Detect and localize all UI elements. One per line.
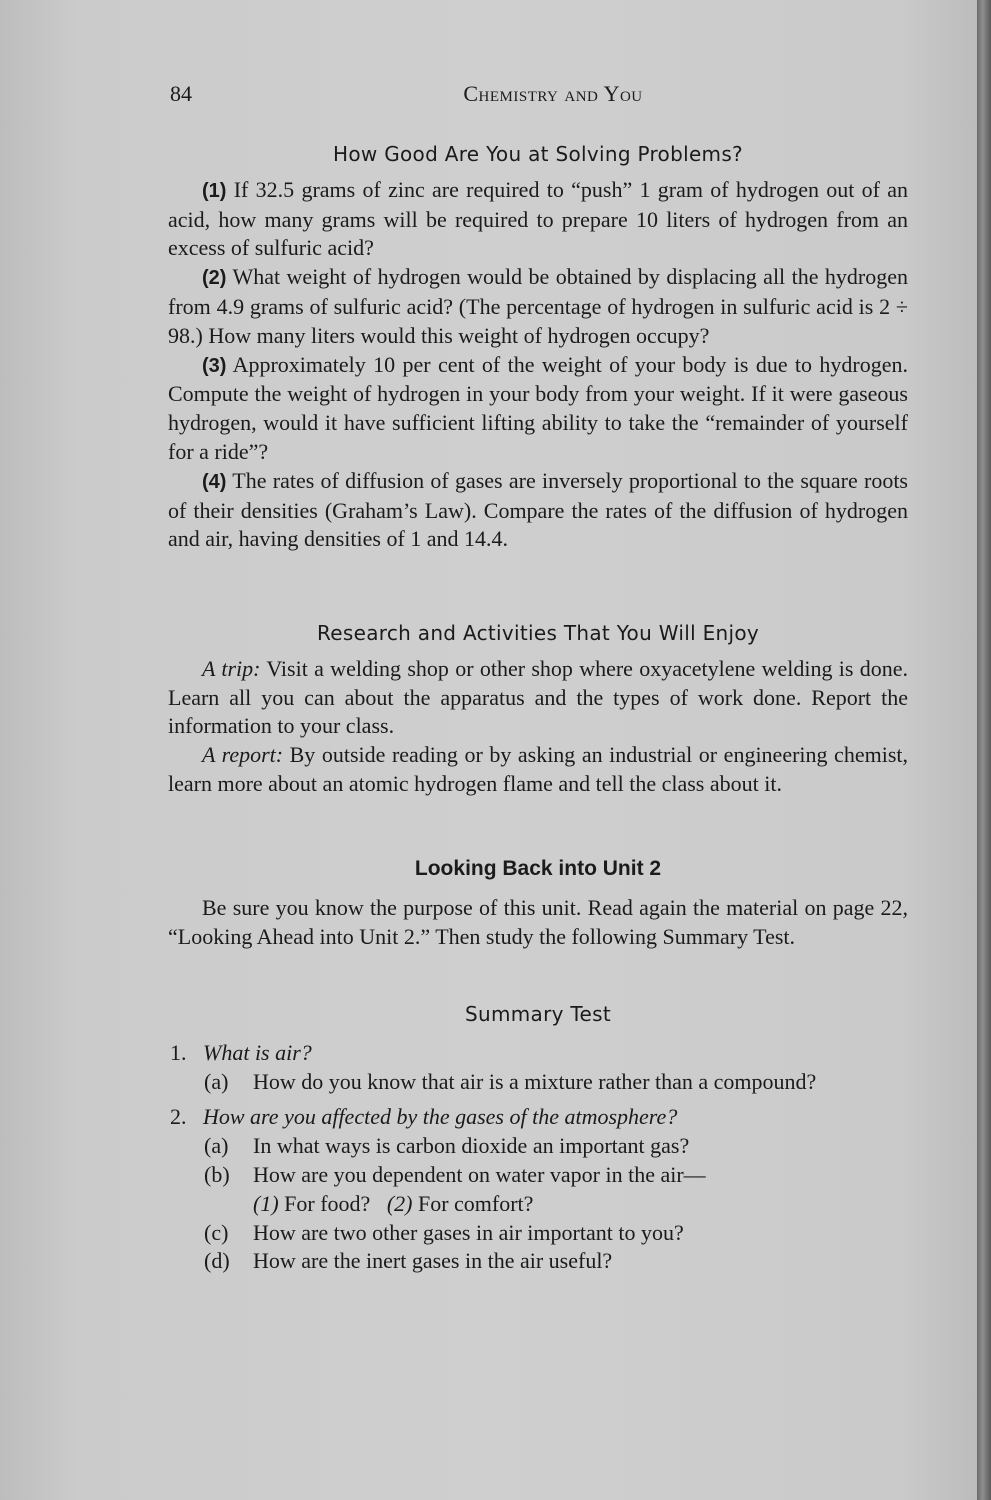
- problem-number: (3): [202, 354, 227, 377]
- problems-heading: How Good Are You at Solving Problems?: [333, 142, 743, 166]
- research-trip: [168, 655, 908, 741]
- question-text: How are you affected by the gases of the atmosphere?: [203, 1104, 678, 1130]
- part-text: For food?: [278, 1190, 371, 1216]
- problem-text: What weight of hydrogen would be obtained by displacing all the hydrogen from 4.9 grams of sulfuric acid? (The percentage of hydrogen in sulfuric acid is 2 ÷ 98.) How many liters would this weight of hydrogen occupy?: [168, 264, 908, 348]
- problem-number: (2): [202, 267, 227, 290]
- page-header: [168, 80, 908, 110]
- research-section: [168, 619, 908, 799]
- problem-number: (1): [202, 179, 227, 202]
- problem-4: [168, 467, 908, 554]
- research-lead: A trip:: [202, 655, 261, 681]
- problem-3: [168, 351, 908, 467]
- part-label: (2): [386, 1190, 413, 1216]
- looking-back-heading: Looking Back into Unit 2: [414, 857, 662, 880]
- sub-label: (c): [204, 1219, 229, 1245]
- problem-text: The rates of diffusion of gases are inversely proportional to the square roots of their densities (Graham’s Law). Compare the rates of the diffusion of hydrogen and air, having densities of 1 and 14.4.: [168, 467, 908, 552]
- page-number: 84: [170, 81, 192, 106]
- question-number: 1.: [170, 1039, 187, 1065]
- sub-text: In what ways is carbon dioxide an important gas?: [253, 1133, 690, 1159]
- question-1a: [168, 1068, 908, 1097]
- page-edge: [977, 0, 991, 1500]
- sub-label: (a): [204, 1068, 229, 1094]
- question-1: [168, 1039, 908, 1068]
- looking-back-section: [168, 855, 908, 951]
- question-2b: [168, 1161, 908, 1190]
- problem-text: If 32.5 grams of zinc are required to “push” 1 gram of hydrogen out of an acid, how many grams will be required to prepare 10 liters of hydrogen from an excess of sulfuric acid?: [168, 176, 908, 261]
- question-2d: [168, 1247, 908, 1276]
- question-2a: [168, 1132, 908, 1161]
- problem-text: Approximately 10 per cent of the weight of your body is due to hydrogen. Compute the weight of hydrogen in your body from your weight. If it were gaseous hydrogen, would it have sufficient lifting ability to take the “remainder of yourself for a ride”?: [168, 351, 908, 464]
- sub-text: How are two other gases in air important to you?: [253, 1219, 684, 1245]
- question-2c: [168, 1219, 908, 1248]
- problem-number: (4): [202, 470, 227, 493]
- problem-1: [168, 176, 908, 263]
- sub-text: How do you know that air is a mixture rather than a compound?: [253, 1068, 817, 1094]
- question-text: What is air?: [203, 1039, 312, 1065]
- research-text: By outside reading or by asking an industrial or engineering chemist, learn more about an atomic hydrogen flame and tell the class about it.: [168, 742, 908, 796]
- part-label: (1): [253, 1190, 279, 1216]
- research-heading: Research and Activities That You Will Enjoy: [316, 621, 760, 645]
- sub-label: (b): [204, 1161, 230, 1187]
- summary-test-section: [168, 1000, 908, 1276]
- research-text: Visit a welding shop or other shop where oxyacetylene welding is done. Learn all you can about the apparatus and the types of work done. Report the information to your class.: [168, 655, 908, 739]
- question-2: [168, 1103, 908, 1132]
- sub-text: How are the inert gases in the air useful?: [253, 1248, 613, 1274]
- problem-2: [168, 263, 908, 350]
- sub-text: How are you dependent on water vapor in the air—: [253, 1161, 706, 1187]
- running-title: Chemistry and You: [463, 81, 643, 106]
- research-report: [168, 741, 908, 799]
- research-lead: A report:: [202, 742, 284, 768]
- problems-section: [168, 140, 908, 554]
- part-text: For comfort?: [412, 1190, 534, 1216]
- sub-label: (a): [204, 1133, 229, 1159]
- question-number: 2.: [170, 1104, 187, 1130]
- looking-back-text: Be sure you know the purpose of this unit. Read again the material on page 22, “Looking Ahead into Unit 2.” Then study the following Summary Test.: [168, 894, 908, 949]
- sub-label: (d): [204, 1248, 230, 1274]
- summary-test-heading: Summary Test: [465, 1002, 611, 1026]
- question-2b-parts: [168, 1190, 908, 1219]
